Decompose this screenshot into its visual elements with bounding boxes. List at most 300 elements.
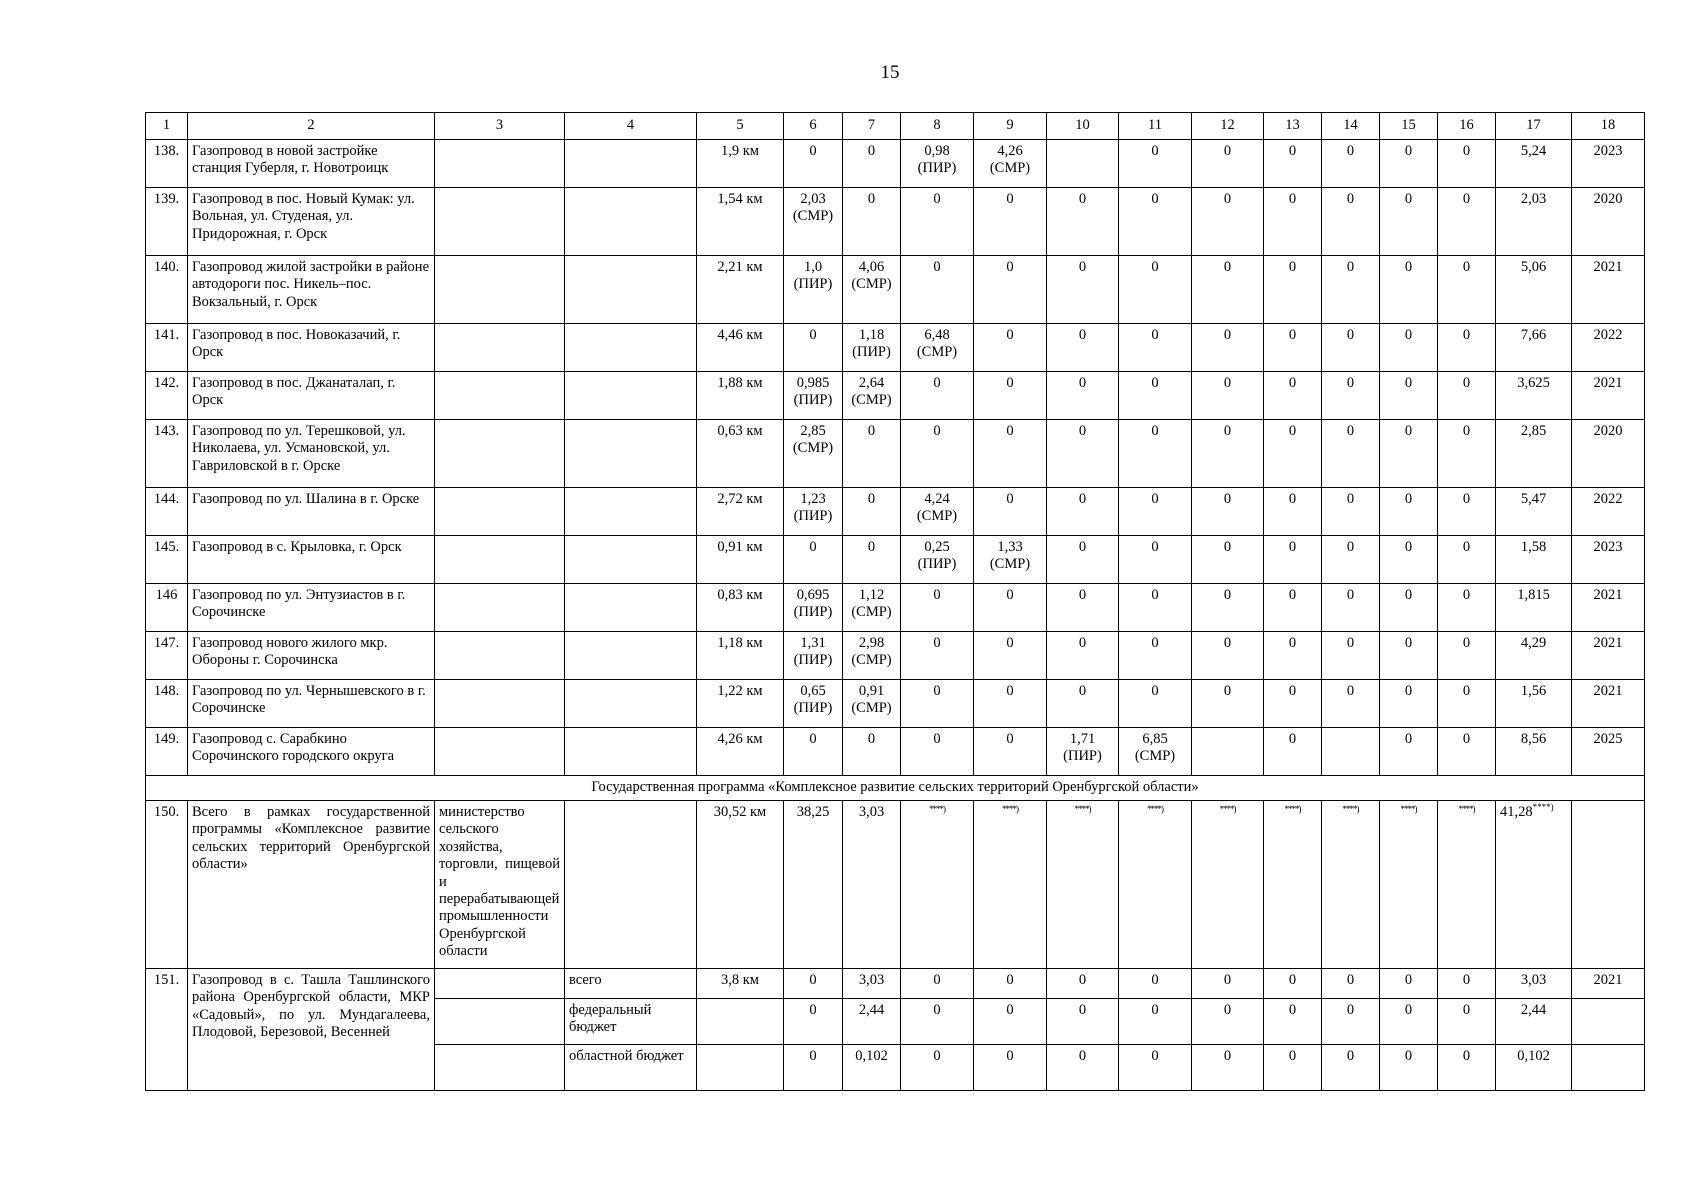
table-row xyxy=(146,420,1645,488)
table-cell: 0 xyxy=(901,680,974,728)
table-cell: 0 xyxy=(1380,728,1438,776)
table-cell: 0 xyxy=(843,728,901,776)
table-cell: 0 xyxy=(1322,256,1380,324)
table-cell: 0 xyxy=(974,488,1047,536)
table-cell: 0 xyxy=(1119,372,1192,420)
table-cell: 0 xyxy=(1119,999,1192,1045)
table-cell: 5,06 xyxy=(1496,256,1572,324)
table-cell: 0 xyxy=(1438,999,1496,1045)
table-cell: 0 xyxy=(1264,536,1322,584)
table-cell: 0 xyxy=(1438,536,1496,584)
table-cell: 1,18 км xyxy=(697,632,784,680)
table-cell: 2021 xyxy=(1572,632,1645,680)
table-cell: 0 xyxy=(1380,1045,1438,1091)
table-cell: 1,9 км xyxy=(697,140,784,188)
row-number: 145. xyxy=(146,536,188,584)
table-cell: 0 xyxy=(1380,140,1438,188)
table-cell: 0 xyxy=(1438,969,1496,999)
table-cell: 3,03 xyxy=(843,969,901,999)
table-cell: 0 xyxy=(1322,536,1380,584)
table-cell: 7,66 xyxy=(1496,324,1572,372)
data-table xyxy=(145,112,1645,1091)
footnote-mark: ****) xyxy=(1532,802,1554,813)
table-cell: 0 xyxy=(974,1045,1047,1091)
table-cell: 0 xyxy=(784,969,843,999)
table-cell: 0 xyxy=(784,536,843,584)
funding-source: областной бюджет xyxy=(565,1045,697,1091)
table-cell: 3,625 xyxy=(1496,372,1572,420)
table-cell: 0 xyxy=(901,999,974,1045)
object-name: Газопровод в пос. Новый Кумак: ул. Вольная, ул. Студеная, ул. Придорожная, г. Орск xyxy=(188,188,435,256)
table-cell: 0 xyxy=(1264,488,1322,536)
table-row xyxy=(146,256,1645,324)
table-cell: 1,18 (ПИР) xyxy=(843,324,901,372)
column-header: 12 xyxy=(1192,113,1264,140)
funding-source: всего xyxy=(565,969,697,999)
object-name: Газопровод по ул. Шалина в г. Орске xyxy=(188,488,435,536)
table-cell: 0,985 (ПИР) xyxy=(784,372,843,420)
footnote-mark-cell xyxy=(1380,801,1438,969)
table-cell: 1,88 км xyxy=(697,372,784,420)
table-cell: 0 xyxy=(1119,680,1192,728)
table-cell: 0 xyxy=(1322,488,1380,536)
table-cell xyxy=(565,420,697,488)
table-cell: 2,03 xyxy=(1496,188,1572,256)
page-number: 15 xyxy=(880,62,900,83)
table-cell: 0 xyxy=(1047,969,1119,999)
table-cell xyxy=(435,256,565,324)
footnote-mark-cell xyxy=(1438,801,1496,969)
object-name: Газопровод нового жилого мкр. Обороны г. Сорочинска xyxy=(188,632,435,680)
header-row xyxy=(146,113,1645,140)
table-cell: 4,26 (СМР) xyxy=(974,140,1047,188)
table-row xyxy=(146,324,1645,372)
table-cell: 6,48 (СМР) xyxy=(901,324,974,372)
row-number: 146 xyxy=(146,584,188,632)
row-number: 139. xyxy=(146,188,188,256)
column-header: 7 xyxy=(843,113,901,140)
footnote-mark: ****) xyxy=(1284,804,1301,814)
table-cell: 0,25 (ПИР) xyxy=(901,536,974,584)
object-name: Газопровод по ул. Чернышевского в г. Сорочинске xyxy=(188,680,435,728)
table-cell xyxy=(435,584,565,632)
table-cell: 0,83 км xyxy=(697,584,784,632)
column-header: 1 xyxy=(146,113,188,140)
table-cell: 0 xyxy=(1322,140,1380,188)
table-cell: 0 xyxy=(1047,372,1119,420)
table-cell: 0 xyxy=(1047,584,1119,632)
object-name: Газопровод в с. Ташла Ташлинского района Оренбургской области, МКР «Садовый», по ул. Мундагалеева, Плодовой, Березовой, Весенней xyxy=(188,969,435,1091)
footnote-mark: ****) xyxy=(1074,804,1091,814)
length-cell: 3,8 км xyxy=(697,969,784,999)
table-cell xyxy=(435,536,565,584)
table-cell: 0 xyxy=(1438,1045,1496,1091)
table-row xyxy=(146,632,1645,680)
table-cell: 0 xyxy=(1264,188,1322,256)
table-cell: 1,815 xyxy=(1496,584,1572,632)
table-cell: 0 xyxy=(1047,536,1119,584)
table-cell: 0 xyxy=(1192,584,1264,632)
table-cell: 2,85 (СМР) xyxy=(784,420,843,488)
table-cell: 2,03 (СМР) xyxy=(784,188,843,256)
table-cell: 0 xyxy=(1380,536,1438,584)
table-cell: 4,46 км xyxy=(697,324,784,372)
footnote-mark-cell xyxy=(1264,801,1322,969)
table-cell: 0 xyxy=(1438,584,1496,632)
table-cell: 0 xyxy=(1119,584,1192,632)
table-cell: 1,0 (ПИР) xyxy=(784,256,843,324)
table-cell: 0 xyxy=(974,728,1047,776)
table-cell xyxy=(565,584,697,632)
table-cell: 2,64 (СМР) xyxy=(843,372,901,420)
table-cell: 0 xyxy=(843,488,901,536)
object-name: Газопровод с. Сарабкино Сорочинского городского округа xyxy=(188,728,435,776)
row-number: 151. xyxy=(146,969,188,1091)
length-cell: 30,52 км xyxy=(697,801,784,969)
table-cell: 38,25 xyxy=(784,801,843,969)
table-cell: 1,23 (ПИР) xyxy=(784,488,843,536)
footnote-mark: ****) xyxy=(1342,804,1359,814)
table-cell: 2,44 xyxy=(843,999,901,1045)
table-cell: 0 xyxy=(901,728,974,776)
column-header: 10 xyxy=(1047,113,1119,140)
table-cell: 0,91 (СМР) xyxy=(843,680,901,728)
table-cell: 0 xyxy=(974,632,1047,680)
table-cell: 0 xyxy=(784,324,843,372)
table-cell xyxy=(435,188,565,256)
column-header: 17 xyxy=(1496,113,1572,140)
table-cell: 2022 xyxy=(1572,324,1645,372)
table-cell: 0 xyxy=(1264,420,1322,488)
object-name: Газопровод по ул. Терешковой, ул. Николаева, ул. Усмановской, ул. Гавриловской в г. Орске xyxy=(188,420,435,488)
table-cell: 0 xyxy=(1322,188,1380,256)
section-title: Государственная программа «Комплексное развитие сельских территорий Оренбургской области» xyxy=(146,776,1645,801)
table-cell: 0 xyxy=(974,584,1047,632)
table-cell xyxy=(435,969,565,999)
length-cell xyxy=(697,999,784,1045)
table-cell: 2021 xyxy=(1572,584,1645,632)
table-cell xyxy=(435,632,565,680)
table-cell: 5,47 xyxy=(1496,488,1572,536)
table-cell: 1,56 xyxy=(1496,680,1572,728)
table-cell: 0 xyxy=(843,188,901,256)
column-header: 9 xyxy=(974,113,1047,140)
table-cell xyxy=(435,1045,565,1091)
table-cell: 0 xyxy=(1119,488,1192,536)
footnote-mark-cell xyxy=(974,801,1047,969)
table-cell: 0 xyxy=(1119,632,1192,680)
row-number: 142. xyxy=(146,372,188,420)
row-number: 149. xyxy=(146,728,188,776)
table-cell: 2020 xyxy=(1572,420,1645,488)
table-cell xyxy=(565,324,697,372)
table-cell: 0 xyxy=(1264,140,1322,188)
table-cell xyxy=(435,324,565,372)
table-cell: 0 xyxy=(1380,969,1438,999)
column-header: 13 xyxy=(1264,113,1322,140)
table-cell: 0 xyxy=(1438,140,1496,188)
table-cell: 0 xyxy=(1192,680,1264,728)
table-cell xyxy=(565,256,697,324)
table-cell: 0,65 (ПИР) xyxy=(784,680,843,728)
table-cell xyxy=(1572,1045,1645,1091)
table-cell: 4,26 км xyxy=(697,728,784,776)
table-row xyxy=(146,801,1645,969)
table-cell: 0 xyxy=(1322,372,1380,420)
column-header: 5 xyxy=(697,113,784,140)
table-cell: 0 xyxy=(1264,372,1322,420)
table-cell: 0 xyxy=(1192,999,1264,1045)
table-cell: 1,33 (СМР) xyxy=(974,536,1047,584)
table-cell: 2,44 xyxy=(1496,999,1572,1045)
table-cell: 5,24 xyxy=(1496,140,1572,188)
row-number: 148. xyxy=(146,680,188,728)
column-header: 3 xyxy=(435,113,565,140)
table-cell: 0 xyxy=(1119,969,1192,999)
table-cell: 0 xyxy=(901,256,974,324)
table-cell: 0 xyxy=(974,999,1047,1045)
table-cell: 0 xyxy=(1047,488,1119,536)
table-cell: 0 xyxy=(1119,140,1192,188)
table-row xyxy=(146,584,1645,632)
table-cell: 2023 xyxy=(1572,140,1645,188)
table-cell: 0 xyxy=(843,420,901,488)
table-cell: 0 xyxy=(1264,324,1322,372)
table-cell: 0 xyxy=(1380,372,1438,420)
table-cell: 0 xyxy=(1047,1045,1119,1091)
footnote-mark: ****) xyxy=(1002,804,1018,814)
table-cell: 0 xyxy=(1438,324,1496,372)
table-cell: 0 xyxy=(901,1045,974,1091)
table-cell: 1,31 (ПИР) xyxy=(784,632,843,680)
table-cell: 0 xyxy=(1380,999,1438,1045)
table-cell: 0 xyxy=(843,536,901,584)
table-cell: 0 xyxy=(1380,680,1438,728)
table-cell: 0 xyxy=(974,969,1047,999)
table-cell: 0 xyxy=(1438,728,1496,776)
table-cell: 0 xyxy=(901,188,974,256)
table-cell: 0 xyxy=(1264,584,1322,632)
row-number: 141. xyxy=(146,324,188,372)
object-name: Газопровод в пос. Джанаталап, г. Орск xyxy=(188,372,435,420)
table-cell: 0 xyxy=(974,420,1047,488)
table-cell: 2021 xyxy=(1572,372,1645,420)
table-cell: 3,03 xyxy=(843,801,901,969)
table-cell: 0 xyxy=(1192,969,1264,999)
table-cell: 2,21 км xyxy=(697,256,784,324)
table-cell: 0 xyxy=(1380,420,1438,488)
table-cell: 2025 xyxy=(1572,728,1645,776)
table-cell: 0 xyxy=(1192,372,1264,420)
table-cell: 0 xyxy=(1380,584,1438,632)
table-cell: 0 xyxy=(1192,188,1264,256)
table-cell: 0 xyxy=(1380,488,1438,536)
table-cell: 0 xyxy=(1192,632,1264,680)
table-cell: 2,72 км xyxy=(697,488,784,536)
table-cell: 1,12 (СМР) xyxy=(843,584,901,632)
table-cell: 0 xyxy=(1192,536,1264,584)
column-header: 18 xyxy=(1572,113,1645,140)
table-cell xyxy=(435,680,565,728)
table-cell: 0 xyxy=(1438,372,1496,420)
program-name: Всего в рамках государственной программы «Комплексное развитие сельских территорий Оренбургской области» xyxy=(188,801,435,969)
row-number: 147. xyxy=(146,632,188,680)
footnote-mark: ****) xyxy=(929,804,945,814)
footnote-mark-cell xyxy=(1322,801,1380,969)
table-cell: 2,98 (СМР) xyxy=(843,632,901,680)
table-cell: 0 xyxy=(1438,488,1496,536)
object-name: Газопровод в новой застройке станция Губерля, г. Новотроицк xyxy=(188,140,435,188)
length-cell xyxy=(697,1045,784,1091)
footnote-mark-cell xyxy=(1119,801,1192,969)
table-cell: 4,06 (СМР) xyxy=(843,256,901,324)
table-cell: 0 xyxy=(1192,324,1264,372)
table-cell: 0 xyxy=(974,324,1047,372)
table-cell: 0 xyxy=(974,256,1047,324)
column-header: 15 xyxy=(1380,113,1438,140)
table-cell: 0 xyxy=(1322,632,1380,680)
table-cell: 0 xyxy=(1119,1045,1192,1091)
table-cell: 0 xyxy=(1264,632,1322,680)
table-cell: 0 xyxy=(1119,188,1192,256)
table-cell: 0 xyxy=(1192,256,1264,324)
table-cell xyxy=(1192,728,1264,776)
table-cell xyxy=(565,801,697,969)
section-row xyxy=(146,776,1645,801)
table-cell: 0 xyxy=(1322,680,1380,728)
table-cell: 0 xyxy=(901,420,974,488)
footnote-mark: ****) xyxy=(1458,804,1475,814)
table-cell xyxy=(565,728,697,776)
footnote-mark-cell xyxy=(1192,801,1264,969)
table-cell: 2020 xyxy=(1572,188,1645,256)
table-cell: 2021 xyxy=(1572,969,1645,999)
table-cell: 0 xyxy=(1119,536,1192,584)
row-number: 140. xyxy=(146,256,188,324)
table-cell: 0 xyxy=(1438,632,1496,680)
column-header: 11 xyxy=(1119,113,1192,140)
table-cell: 0 xyxy=(1264,728,1322,776)
table-cell: 0 xyxy=(1438,256,1496,324)
table-row xyxy=(146,728,1645,776)
footnote-mark: ****) xyxy=(1219,804,1236,814)
table-cell: 2023 xyxy=(1572,536,1645,584)
table-cell: 0 xyxy=(1192,488,1264,536)
table-cell: 0 xyxy=(1047,680,1119,728)
table-cell xyxy=(1572,801,1645,969)
table-cell: 2022 xyxy=(1572,488,1645,536)
table-cell: 0 xyxy=(1380,188,1438,256)
footnote-mark-cell xyxy=(901,801,974,969)
table-cell: 0 xyxy=(1322,969,1380,999)
table-cell: 0 xyxy=(1047,256,1119,324)
table-row xyxy=(146,488,1645,536)
column-header: 8 xyxy=(901,113,974,140)
table-cell xyxy=(565,680,697,728)
column-header: 6 xyxy=(784,113,843,140)
table-cell: 1,22 км xyxy=(697,680,784,728)
table-cell: 0 xyxy=(843,140,901,188)
row-number: 144. xyxy=(146,488,188,536)
table-cell: 0 xyxy=(1264,969,1322,999)
table-cell xyxy=(1322,728,1380,776)
table-cell: 0 xyxy=(1322,584,1380,632)
footnote-mark-cell xyxy=(1047,801,1119,969)
table-cell: 0 xyxy=(901,584,974,632)
row-number: 138. xyxy=(146,140,188,188)
funding-source: федеральный бюджет xyxy=(565,999,697,1045)
table-cell: 0 xyxy=(974,188,1047,256)
table-cell: 0 xyxy=(1438,680,1496,728)
column-header: 2 xyxy=(188,113,435,140)
table-cell: 0 xyxy=(1192,420,1264,488)
table-cell xyxy=(565,536,697,584)
object-name: Газопровод в пос. Новоказачий, г. Орск xyxy=(188,324,435,372)
row-number: 150. xyxy=(146,801,188,969)
table-cell: 0 xyxy=(1380,256,1438,324)
table-cell xyxy=(1047,140,1119,188)
table-cell: 0 xyxy=(1322,999,1380,1045)
table-cell: 2021 xyxy=(1572,256,1645,324)
table-row xyxy=(146,680,1645,728)
table-row xyxy=(146,372,1645,420)
table-cell xyxy=(435,140,565,188)
column-header: 16 xyxy=(1438,113,1496,140)
table-cell: 0 xyxy=(1380,632,1438,680)
table-cell: 4,24 (СМР) xyxy=(901,488,974,536)
table-cell: 0 xyxy=(901,372,974,420)
object-name: Газопровод по ул. Энтузиастов в г. Сорочинске xyxy=(188,584,435,632)
table-cell: 0,102 xyxy=(843,1045,901,1091)
table-cell: 0 xyxy=(1119,324,1192,372)
table-cell xyxy=(565,632,697,680)
object-name: Газопровод в с. Крыловка, г. Орск xyxy=(188,536,435,584)
table-cell: 0 xyxy=(784,999,843,1045)
table-cell: 0 xyxy=(1264,999,1322,1045)
table-cell: 4,29 xyxy=(1496,632,1572,680)
table-cell xyxy=(565,140,697,188)
table-cell: 0 xyxy=(1047,632,1119,680)
table-cell: 0 xyxy=(1438,420,1496,488)
table-cell: 8,56 xyxy=(1496,728,1572,776)
table-cell: 0 xyxy=(1322,420,1380,488)
table-cell: 0 xyxy=(1047,324,1119,372)
table-cell: 0 xyxy=(784,140,843,188)
table-row xyxy=(146,969,1645,999)
column-header: 14 xyxy=(1322,113,1380,140)
table-cell: 0 xyxy=(1119,256,1192,324)
table-cell: 0 xyxy=(1047,188,1119,256)
table-cell: 0 xyxy=(1264,1045,1322,1091)
table-cell: 2,85 xyxy=(1496,420,1572,488)
table-cell xyxy=(1572,999,1645,1045)
footnote-mark: ****) xyxy=(1147,804,1163,814)
row-number: 143. xyxy=(146,420,188,488)
table-cell xyxy=(565,372,697,420)
table-cell: 1,58 xyxy=(1496,536,1572,584)
footnote-mark: ****) xyxy=(1400,804,1417,814)
object-name: Газопровод жилой застройки в районе автодороги пос. Никель–пос. Вокзальный, г. Орск xyxy=(188,256,435,324)
table-cell: 0 xyxy=(1192,1045,1264,1091)
table-cell xyxy=(565,488,697,536)
table-cell: 0 xyxy=(784,1045,843,1091)
total-value: 41,28 xyxy=(1500,804,1533,820)
table-cell: 0,98 (ПИР) xyxy=(901,140,974,188)
table-cell: 0 xyxy=(901,632,974,680)
table-cell: 0 xyxy=(1264,680,1322,728)
table-cell: 6,85 (СМР) xyxy=(1119,728,1192,776)
table-cell: 1,71 (ПИР) xyxy=(1047,728,1119,776)
